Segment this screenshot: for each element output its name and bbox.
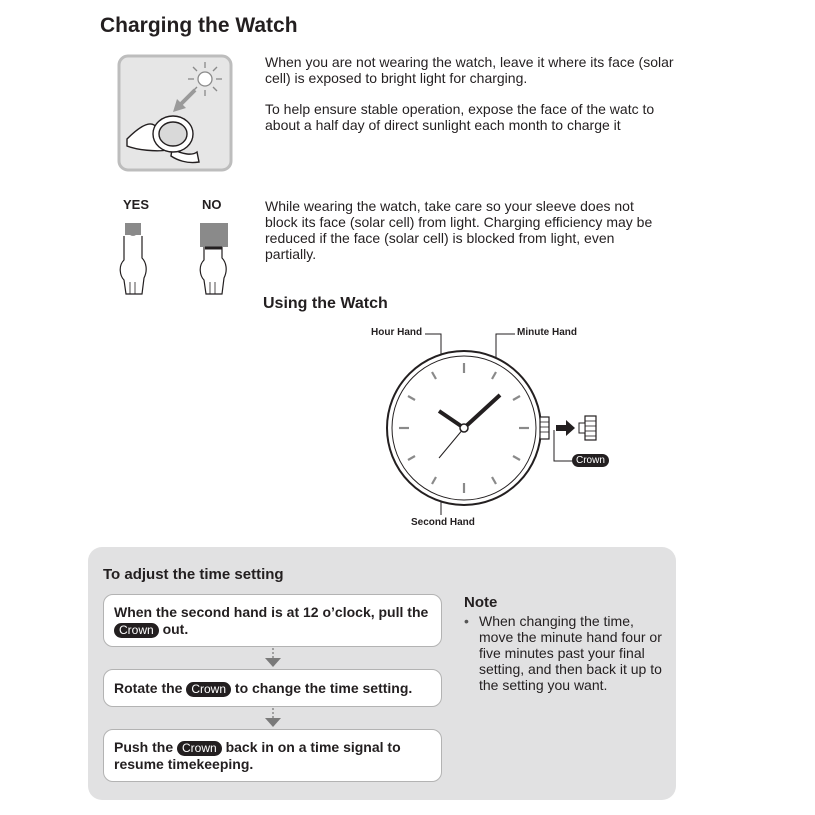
crown-diagram-label: Crown [572,454,609,467]
adjust-panel-title: To adjust the time setting [103,566,284,583]
hour-hand-label: Hour Hand [371,327,423,338]
second-hand-label: Second Hand [411,517,475,528]
note-text: When changing the time, move the minute hand four or five minutes past your final setting, and then back it up to the setting you want. [479,613,662,693]
watch-face-diagram [380,325,610,520]
yes-wrist-icon [112,220,152,300]
page-title: Charging the Watch [100,14,298,37]
step-3-text-post: back in on a time signal to resume timekeeping. [114,738,401,772]
section-title-using: Using the Watch [263,295,388,312]
step-3-box [103,729,442,782]
step-1-text-pre: When the second hand is at 12 o’clock, pull the [114,603,429,620]
note-title: Note [464,594,498,611]
no-label: NO [202,197,222,212]
charging-paragraph-1: When you are not wearing the watch, leave it where its face (solar cell) is exposed to bright light for charging. [265,54,674,86]
note-body [464,613,664,693]
step-2-text-pre: Rotate the [114,679,183,696]
note-bullet: • [464,613,469,629]
crown-badge: Crown [177,741,222,756]
step-2-box [103,669,442,707]
charging-paragraph-3: While wearing the watch, take care so your sleeve does not block its face (solar cell) from light. Charging efficiency may be reduced if the face (solar cell) is blocked from light, even partially. [265,198,653,262]
crown-badge: Crown [114,623,159,638]
down-arrow-icon [262,707,284,729]
step-1-text-post: out. [162,620,189,637]
charging-paragraph-2: To help ensure stable operation, expose the face of the watc to about a half day of direct sunlight each month to charge it [265,101,655,133]
step-2-text-post: to change the time setting. [234,679,413,696]
arrow-right-icon [556,420,575,436]
step-3-text-pre: Push the [114,738,174,755]
yes-label: YES [123,197,150,212]
step-1-box [103,594,442,647]
no-wrist-icon [192,220,236,300]
down-arrow-icon [262,647,284,669]
minute-hand-label: Minute Hand [517,327,577,338]
crown-badge: Crown [186,682,231,697]
sunlight-charging-illustration [117,54,233,172]
